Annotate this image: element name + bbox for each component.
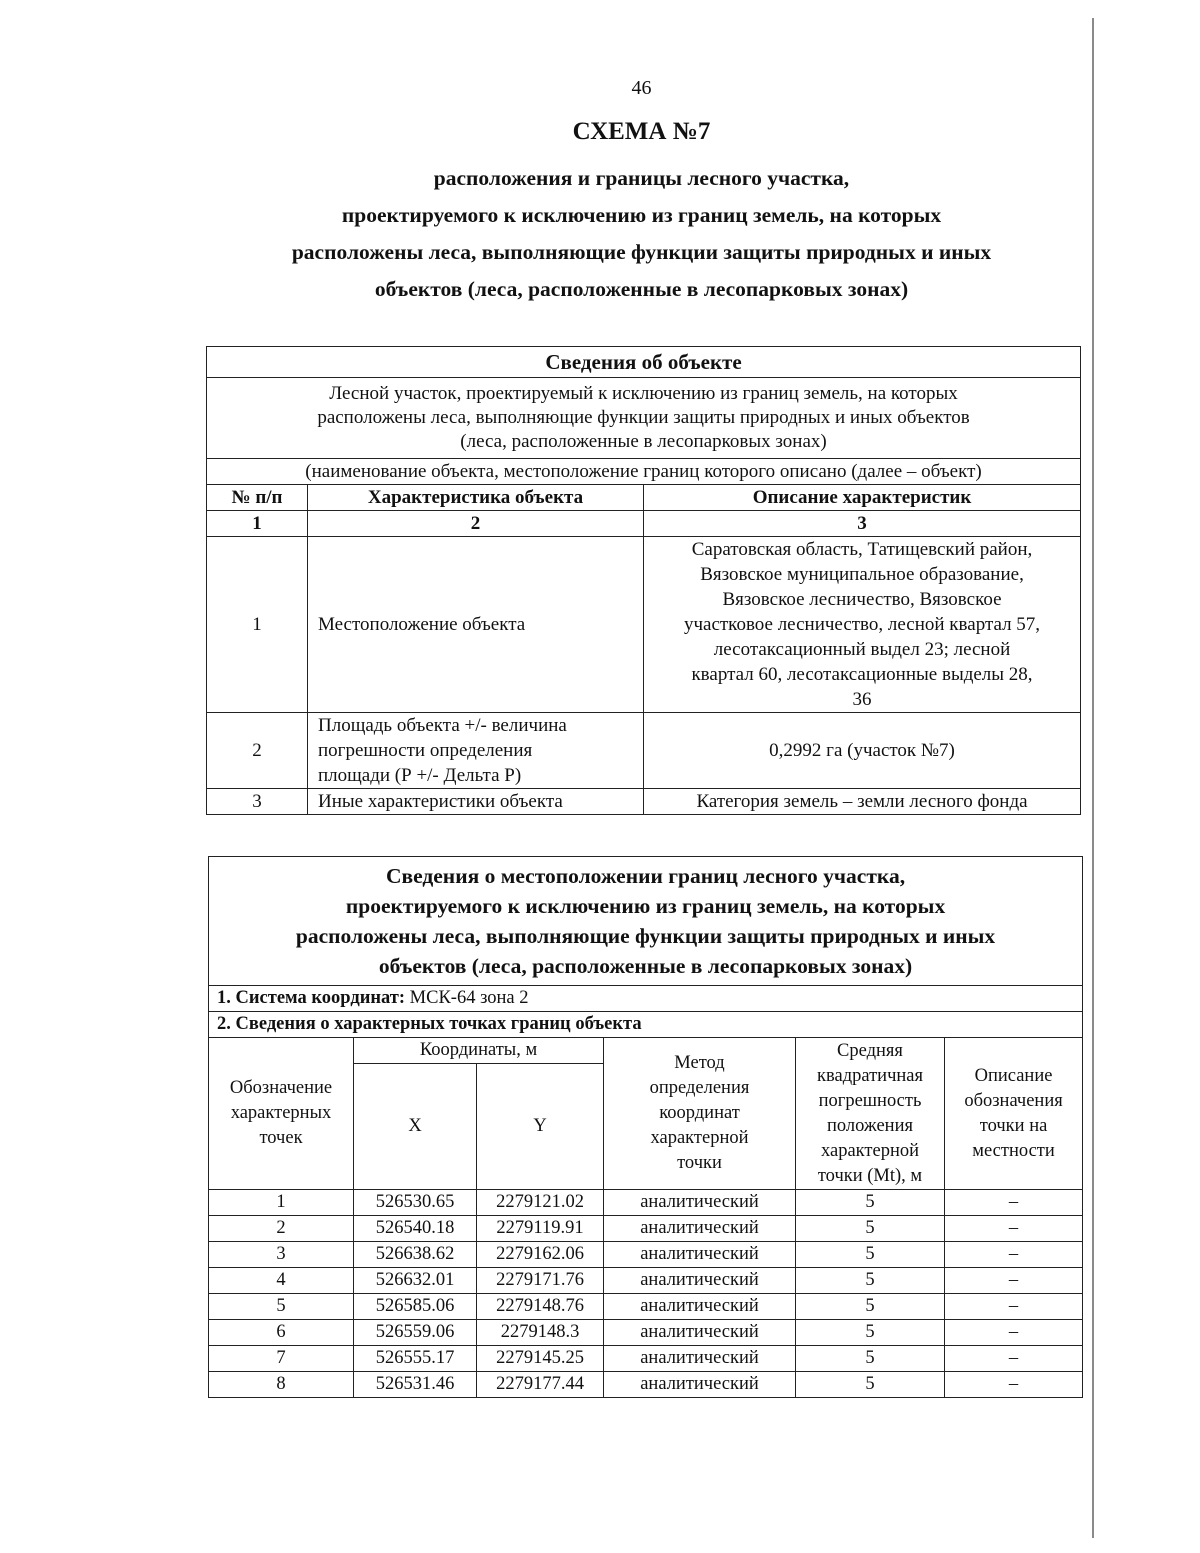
point-method: аналитический [604,1294,796,1320]
point-error: 5 [796,1268,945,1294]
point-id: 2 [209,1216,354,1242]
description-line: квартал 60, лесотаксационные выделы 28, [691,664,1033,685]
row-characteristic [308,713,644,789]
point-method: аналитический [604,1346,796,1372]
table-row [209,1372,1083,1398]
point-y: 2279121.02 [477,1190,604,1216]
boundary-header-line: объектов (леса, расположенные в лесопарковых зонах) [378,954,913,978]
table-row [207,789,1081,815]
header-line: характерной [820,1140,920,1161]
page-number: 46 [631,77,652,99]
point-x: 526531.46 [354,1372,477,1398]
table-row [209,1216,1083,1242]
point-description: – [945,1190,1083,1216]
col-header-y: Y [477,1064,604,1190]
col-header-coordinates: Координаты, м [354,1038,604,1064]
point-description: – [945,1372,1083,1398]
header-line: характерной [650,1128,749,1148]
table-row [209,1346,1083,1372]
point-method: аналитический [604,1320,796,1346]
header-line: Обозначение [229,1078,333,1098]
row-characteristic: Иные характеристики объекта [308,789,644,815]
boundary-points-table [208,856,1083,1398]
object-name-line: (леса, расположенные в лесопарковых зонах) [460,431,827,452]
characteristic-line: погрешности определения [318,740,533,761]
header-line: точек [259,1128,303,1148]
row-num: 1 [207,537,308,713]
title-line: расположения и границы лесного участка, [433,166,850,190]
row-num: 2 [207,713,308,789]
title-main: СХЕМА №7 [572,118,711,145]
table-row [209,1294,1083,1320]
description-line: Саратовская область, Татищевский район, [691,539,1033,560]
header-line: погрешность [818,1090,922,1111]
header-line: Метод [674,1053,725,1073]
point-error: 5 [796,1372,945,1398]
coordinate-system-label: 1. Система координат: [217,988,406,1008]
point-method: аналитический [604,1372,796,1398]
table-row [207,537,1081,713]
point-id: 5 [209,1294,354,1320]
col-header-num: № п/п [207,485,308,511]
header-line: точки на [979,1115,1048,1136]
description-line: участковое лесничество, лесной квартал 57, [683,614,1041,635]
point-error: 5 [796,1320,945,1346]
table-row [209,1320,1083,1346]
point-y: 2279148.3 [477,1320,604,1346]
header-line: точки (Mt), м [817,1165,923,1186]
point-description: – [945,1216,1083,1242]
point-y: 2279145.25 [477,1346,604,1372]
table-row [209,1268,1083,1294]
point-id: 7 [209,1346,354,1372]
header-line: определения [649,1078,750,1098]
col-header-method [604,1038,796,1190]
object-info-table [206,346,1081,815]
point-id: 6 [209,1320,354,1346]
col-number: 2 [308,511,644,537]
header-line: Средняя [837,1040,903,1061]
point-error: 5 [796,1346,945,1372]
coordinate-system-value: МСК-64 зона 2 [409,988,529,1008]
point-description: – [945,1268,1083,1294]
point-method: аналитический [604,1190,796,1216]
object-name [207,378,1081,459]
description-line: Вязовское лесничество, Вязовское [722,589,1002,610]
point-x: 526530.65 [354,1190,477,1216]
point-method: аналитический [604,1242,796,1268]
header-line: точки [677,1153,722,1173]
point-id: 3 [209,1242,354,1268]
object-info-header: Сведения об объекте [207,347,1081,378]
table-row [209,1242,1083,1268]
boundary-header-line: проектируемого к исключению из границ земель, на которых [345,894,946,918]
characteristic-line: площади (Р +/- Дельта Р) [318,765,522,786]
point-error: 5 [796,1216,945,1242]
object-name-line: Лесной участок, проектируемый к исключению из границ земель, на которых [329,383,958,404]
point-description: – [945,1242,1083,1268]
title-line: расположены леса, выполняющие функции защиты природных и иных [291,240,992,264]
point-method: аналитический [604,1268,796,1294]
point-y: 2279171.76 [477,1268,604,1294]
header-line: обозначения [964,1090,1063,1111]
point-x: 526540.18 [354,1216,477,1242]
boundary-info-header [209,857,1083,986]
col-header-error [796,1038,945,1190]
table-row [207,713,1081,789]
row-characteristic: Местоположение объекта [308,537,644,713]
description-line: Вязовское муниципальное образование, [700,564,1024,585]
boundary-header-line: Сведения о местоположении границ лесного участка, [385,864,906,888]
header-line: положения [827,1115,913,1136]
col-number: 3 [644,511,1081,537]
point-method: аналитический [604,1216,796,1242]
description-line: лесотаксационный выдел 23; лесной [713,639,1011,660]
point-x: 526632.01 [354,1268,477,1294]
col-header-designation [209,1038,354,1190]
point-y: 2279162.06 [477,1242,604,1268]
object-name-line: расположены леса, выполняющие функции защиты природных и иных объектов [317,407,970,428]
row-description [644,537,1081,713]
points-section-title: 2. Сведения о характерных точках границ объекта [209,1012,1083,1038]
point-id: 1 [209,1190,354,1216]
col-header-characteristic: Характеристика объекта [308,485,644,511]
header-line: Описание [974,1065,1053,1086]
col-header-description: Описание характеристик [644,485,1081,511]
row-num: 3 [207,789,308,815]
point-description: – [945,1320,1083,1346]
description-line: 36 [852,689,872,710]
header-line: координат [659,1103,740,1123]
scan-edge-line [1092,18,1094,1538]
document-title [200,118,1083,308]
col-header-point-description [945,1038,1083,1190]
point-description: – [945,1294,1083,1320]
title-line: объектов (леса, расположенные в лесопарковых зонах) [374,277,909,301]
point-y: 2279177.44 [477,1372,604,1398]
table-row [209,1190,1083,1216]
characteristic-line: Площадь объекта +/- величина [318,715,567,736]
point-x: 526585.06 [354,1294,477,1320]
col-header-x: X [354,1064,477,1190]
header-line: характерных [230,1103,332,1123]
point-description: – [945,1346,1083,1372]
coordinate-system [209,986,1083,1012]
point-id: 4 [209,1268,354,1294]
points-body [209,1190,1083,1398]
point-x: 526559.06 [354,1320,477,1346]
point-x: 526638.62 [354,1242,477,1268]
point-y: 2279148.76 [477,1294,604,1320]
title-line: проектируемого к исключению из границ земель, на которых [341,203,942,227]
col-number: 1 [207,511,308,537]
point-error: 5 [796,1294,945,1320]
header-line: местности [972,1140,1055,1161]
point-error: 5 [796,1242,945,1268]
boundary-header-line: расположены леса, выполняющие функции защиты природных и иных [295,924,996,948]
point-error: 5 [796,1190,945,1216]
point-y: 2279119.91 [477,1216,604,1242]
point-x: 526555.17 [354,1346,477,1372]
point-id: 8 [209,1372,354,1398]
object-caption: (наименование объекта, местоположение границ которого описано (далее – объект) [207,459,1081,485]
title-subtitle [200,160,1083,308]
header-line: квадратичная [817,1065,923,1086]
row-description: 0,2992 га (участок №7) [644,713,1081,789]
row-description: Категория земель – земли лесного фонда [644,789,1081,815]
